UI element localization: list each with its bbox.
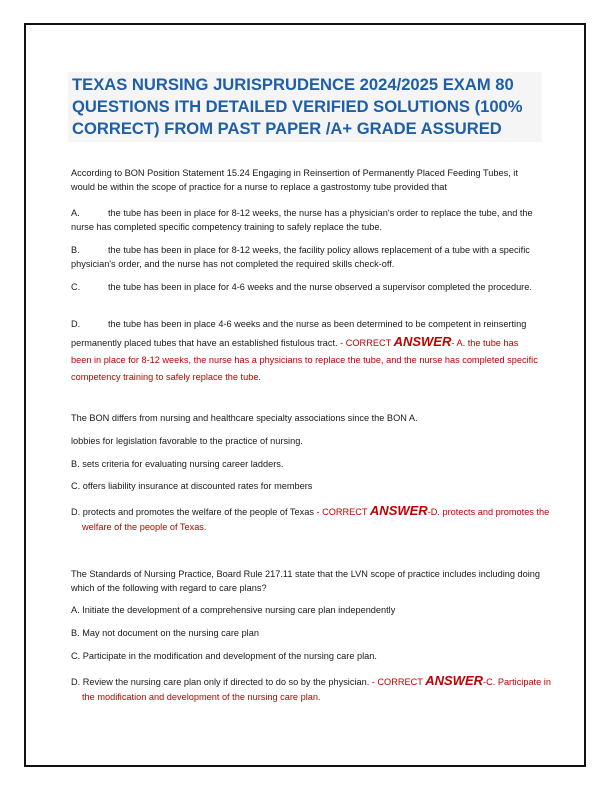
question-2-option-c: C. offers liability insurance at discounted rates for members [71, 481, 313, 491]
option-text: the tube has been in place for 4-6 weeks and the nurse observed a supervisor completed the procedure. [108, 282, 532, 292]
answer-label: ANSWER [369, 503, 428, 518]
option-text: the tube has been in place for 8-12 weeks, the nurse has a physician's order to replace the tube, and the nurse has completed specific competency training to safely replace the tube. [71, 208, 533, 232]
option-text: the tube has been in place 4-6 weeks and the nurse as been determined to be competent in reinserting permanently placed tubes that have an established fistulous tract. [71, 319, 527, 348]
question-2-option-a: lobbies for legislation favorable to the practice of nursing. [71, 436, 303, 446]
correct-label: - CORRECT [337, 338, 394, 348]
question-2-answer: -D. protects and promotes the welfare of the people of Texas. [82, 507, 550, 532]
question-2-option-b: B. sets criteria for evaluating nursing career ladders. [71, 459, 284, 469]
correct-label: - CORRECT [313, 507, 370, 517]
option-letter: A. [71, 208, 80, 218]
correct-label: - CORRECT [369, 677, 426, 687]
option-letter: B. [71, 245, 80, 255]
question-3-answer: -C. Participate in the modification and development of the nursing care plan. [82, 677, 551, 702]
option-text: D. Review the nursing care plan only if directed to do so by the physician. [71, 677, 370, 687]
question-1-option-a [71, 206, 541, 234]
option-text: D. protects and promotes the welfare of the people of Texas [71, 507, 314, 517]
question-3-option-c: C. Participate in the modification and development of the nursing care plan. [71, 651, 377, 661]
question-1-option-d [71, 316, 541, 386]
question-1-option-b [71, 243, 541, 271]
option-letter: D. [71, 319, 81, 329]
question-3-option-d [71, 673, 552, 705]
question-1-option-c [71, 280, 541, 294]
document-title: TEXAS NURSING JURISPRUDENCE 2024/2025 EXAM 80 QUESTIONS ITH DETAILED VERIFIED SOLUTIONS (100% CORRECT) FROM PAST PAPER /A+ GRADE ASSURED [68, 72, 542, 142]
option-text: the tube has been in place for 8-12 weeks, the facility policy allows replacement of a tube with a specific physician's order, and the nurse has not completed the required skills check-off. [71, 245, 530, 269]
question-2-option-d [71, 503, 552, 535]
question-3-option-b: B. May not document on the nursing care plan [71, 628, 259, 638]
answer-label: ANSWER [425, 673, 484, 688]
question-2-stem: The BON differs from nursing and healthcare specialty associations since the BON A. [71, 413, 418, 423]
option-letter: C. [71, 282, 81, 292]
question-1-answer: - A. the tube has been in place for 8-12 weeks, the nurse has a physicians to replace the tube, and the nurse has completed specific competency training to safely replace the tube. [71, 338, 538, 382]
question-3-option-a: A. Initiate the development of a comprehensive nursing care plan independently [71, 605, 396, 615]
question-1-stem: According to BON Position Statement 15.24 Engaging in Reinsertion of Permanently Placed Feeding Tubes, it would be within the scope of practice for a nurse to replace a gastrostomy tube provided that [71, 168, 518, 192]
answer-label: ANSWER [393, 334, 452, 349]
question-3-stem: The Standards of Nursing Practice, Board Rule 217.11 state that the LVN scope of practice includes including doing which of the following with regard to care plans? [71, 569, 541, 593]
